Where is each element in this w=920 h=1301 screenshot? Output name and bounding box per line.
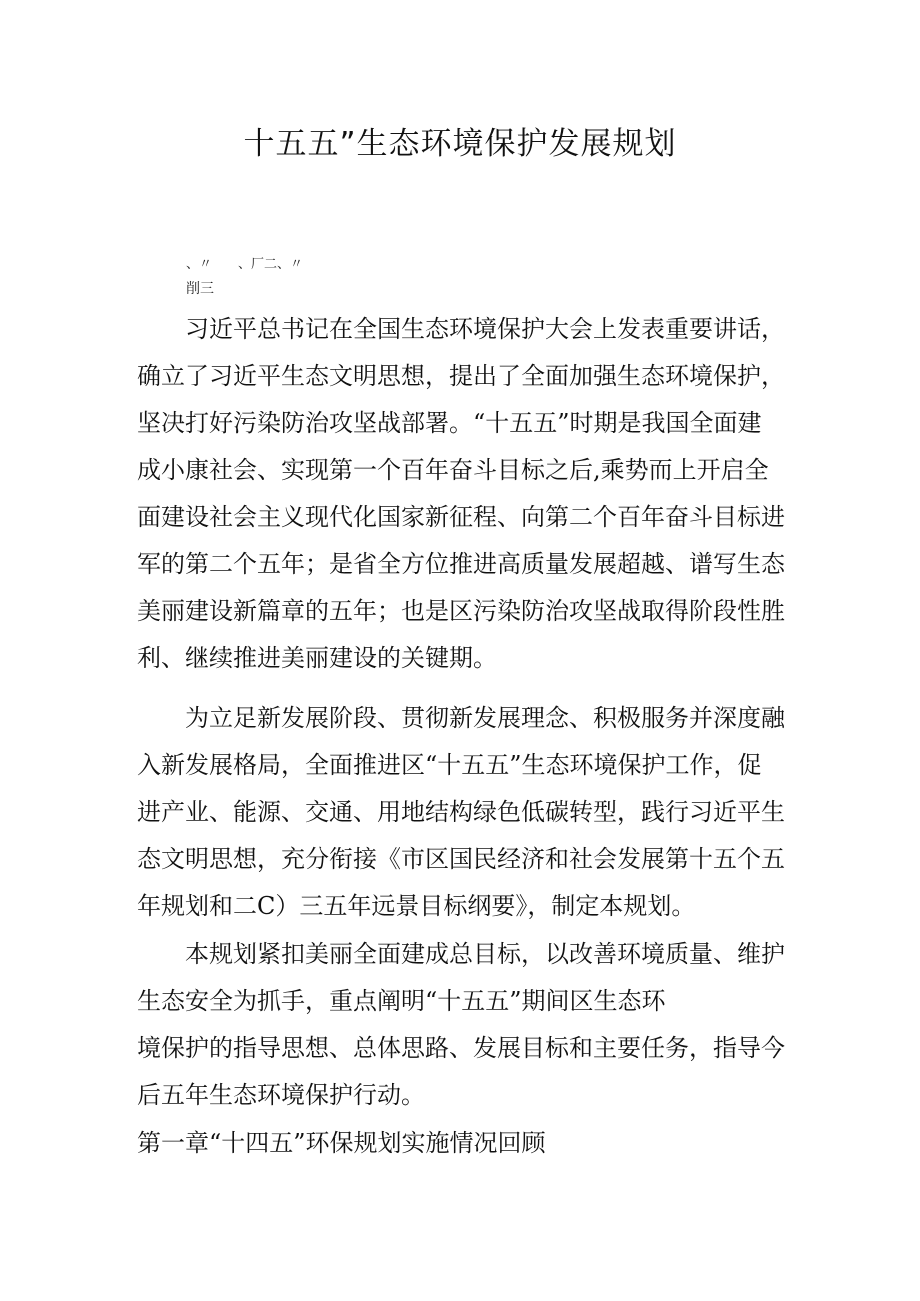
document-title: 十五五”生态环境保护发展规划 <box>243 126 677 162</box>
paragraph-line: 生态安全为抓手，重点阐明“十五五”期间区生态环 <box>137 987 666 1015</box>
paragraph-2 <box>137 695 797 930</box>
chapter-heading: 第一章“十四五”环保规划实施情况回顾 <box>137 1129 546 1157</box>
garbled-heading-line-1: 、〃 、厂二、〃 <box>186 257 304 272</box>
paragraph-line: 年规划和二C）三五年远景目标纲要》，制定本规划。 <box>137 892 696 920</box>
paragraph-line: 态文明思想，充分衔接《市区国民经济和社会发展第十五个五 <box>137 845 785 873</box>
paragraph-3 <box>137 931 797 1119</box>
paragraph-line: 坚决打好污染防治攻坚战部署。“十五五”时期是我国全面建 <box>137 409 762 437</box>
paragraph-line: 为立足新发展阶段、贯彻新发展理念、积极服务并深度融 <box>185 704 785 732</box>
paragraph-line: 境保护的指导思想、总体思路、发展目标和主要任务，指导今 <box>137 1034 785 1062</box>
paragraph-line: 后五年生态环境保护行动。 <box>137 1081 425 1109</box>
paragraph-line: 确立了习近平生态文明思想，提出了全面加强生态环境保护， <box>137 362 785 390</box>
paragraph-line: 入新发展格局，全面推进区“十五五”生态环境保护工作，促 <box>137 751 762 779</box>
paragraph-1 <box>137 306 797 682</box>
paragraph-line: 习近平总书记在全国生态环境保护大会上发表重要讲话， <box>185 315 785 343</box>
paragraph-line: 本规划紧扣美丽全面建成总目标，以改善环境质量、维护 <box>185 940 785 968</box>
paragraph-line: 利、继续推进美丽建设的关键期。 <box>137 644 497 672</box>
paragraph-line: 面建设社会主义现代化国家新征程、向第二个百年奋斗目标进 <box>137 503 785 531</box>
paragraph-line: 进产业、能源、交通、用地结构绿色低碳转型，践行习近平生 <box>137 798 785 826</box>
paragraph-line: 美丽建设新篇章的五年；也是区污染防治攻坚战取得阶段性胜 <box>137 597 785 625</box>
garbled-heading-line-2: 削三 <box>186 281 214 297</box>
paragraph-line: 军的第二个五年；是省全方位推进高质量发展超越、谱写生态 <box>137 550 785 578</box>
paragraph-line: 成小康社会、实现第一个百年奋斗目标之后,乘势而上开启全 <box>137 456 769 484</box>
